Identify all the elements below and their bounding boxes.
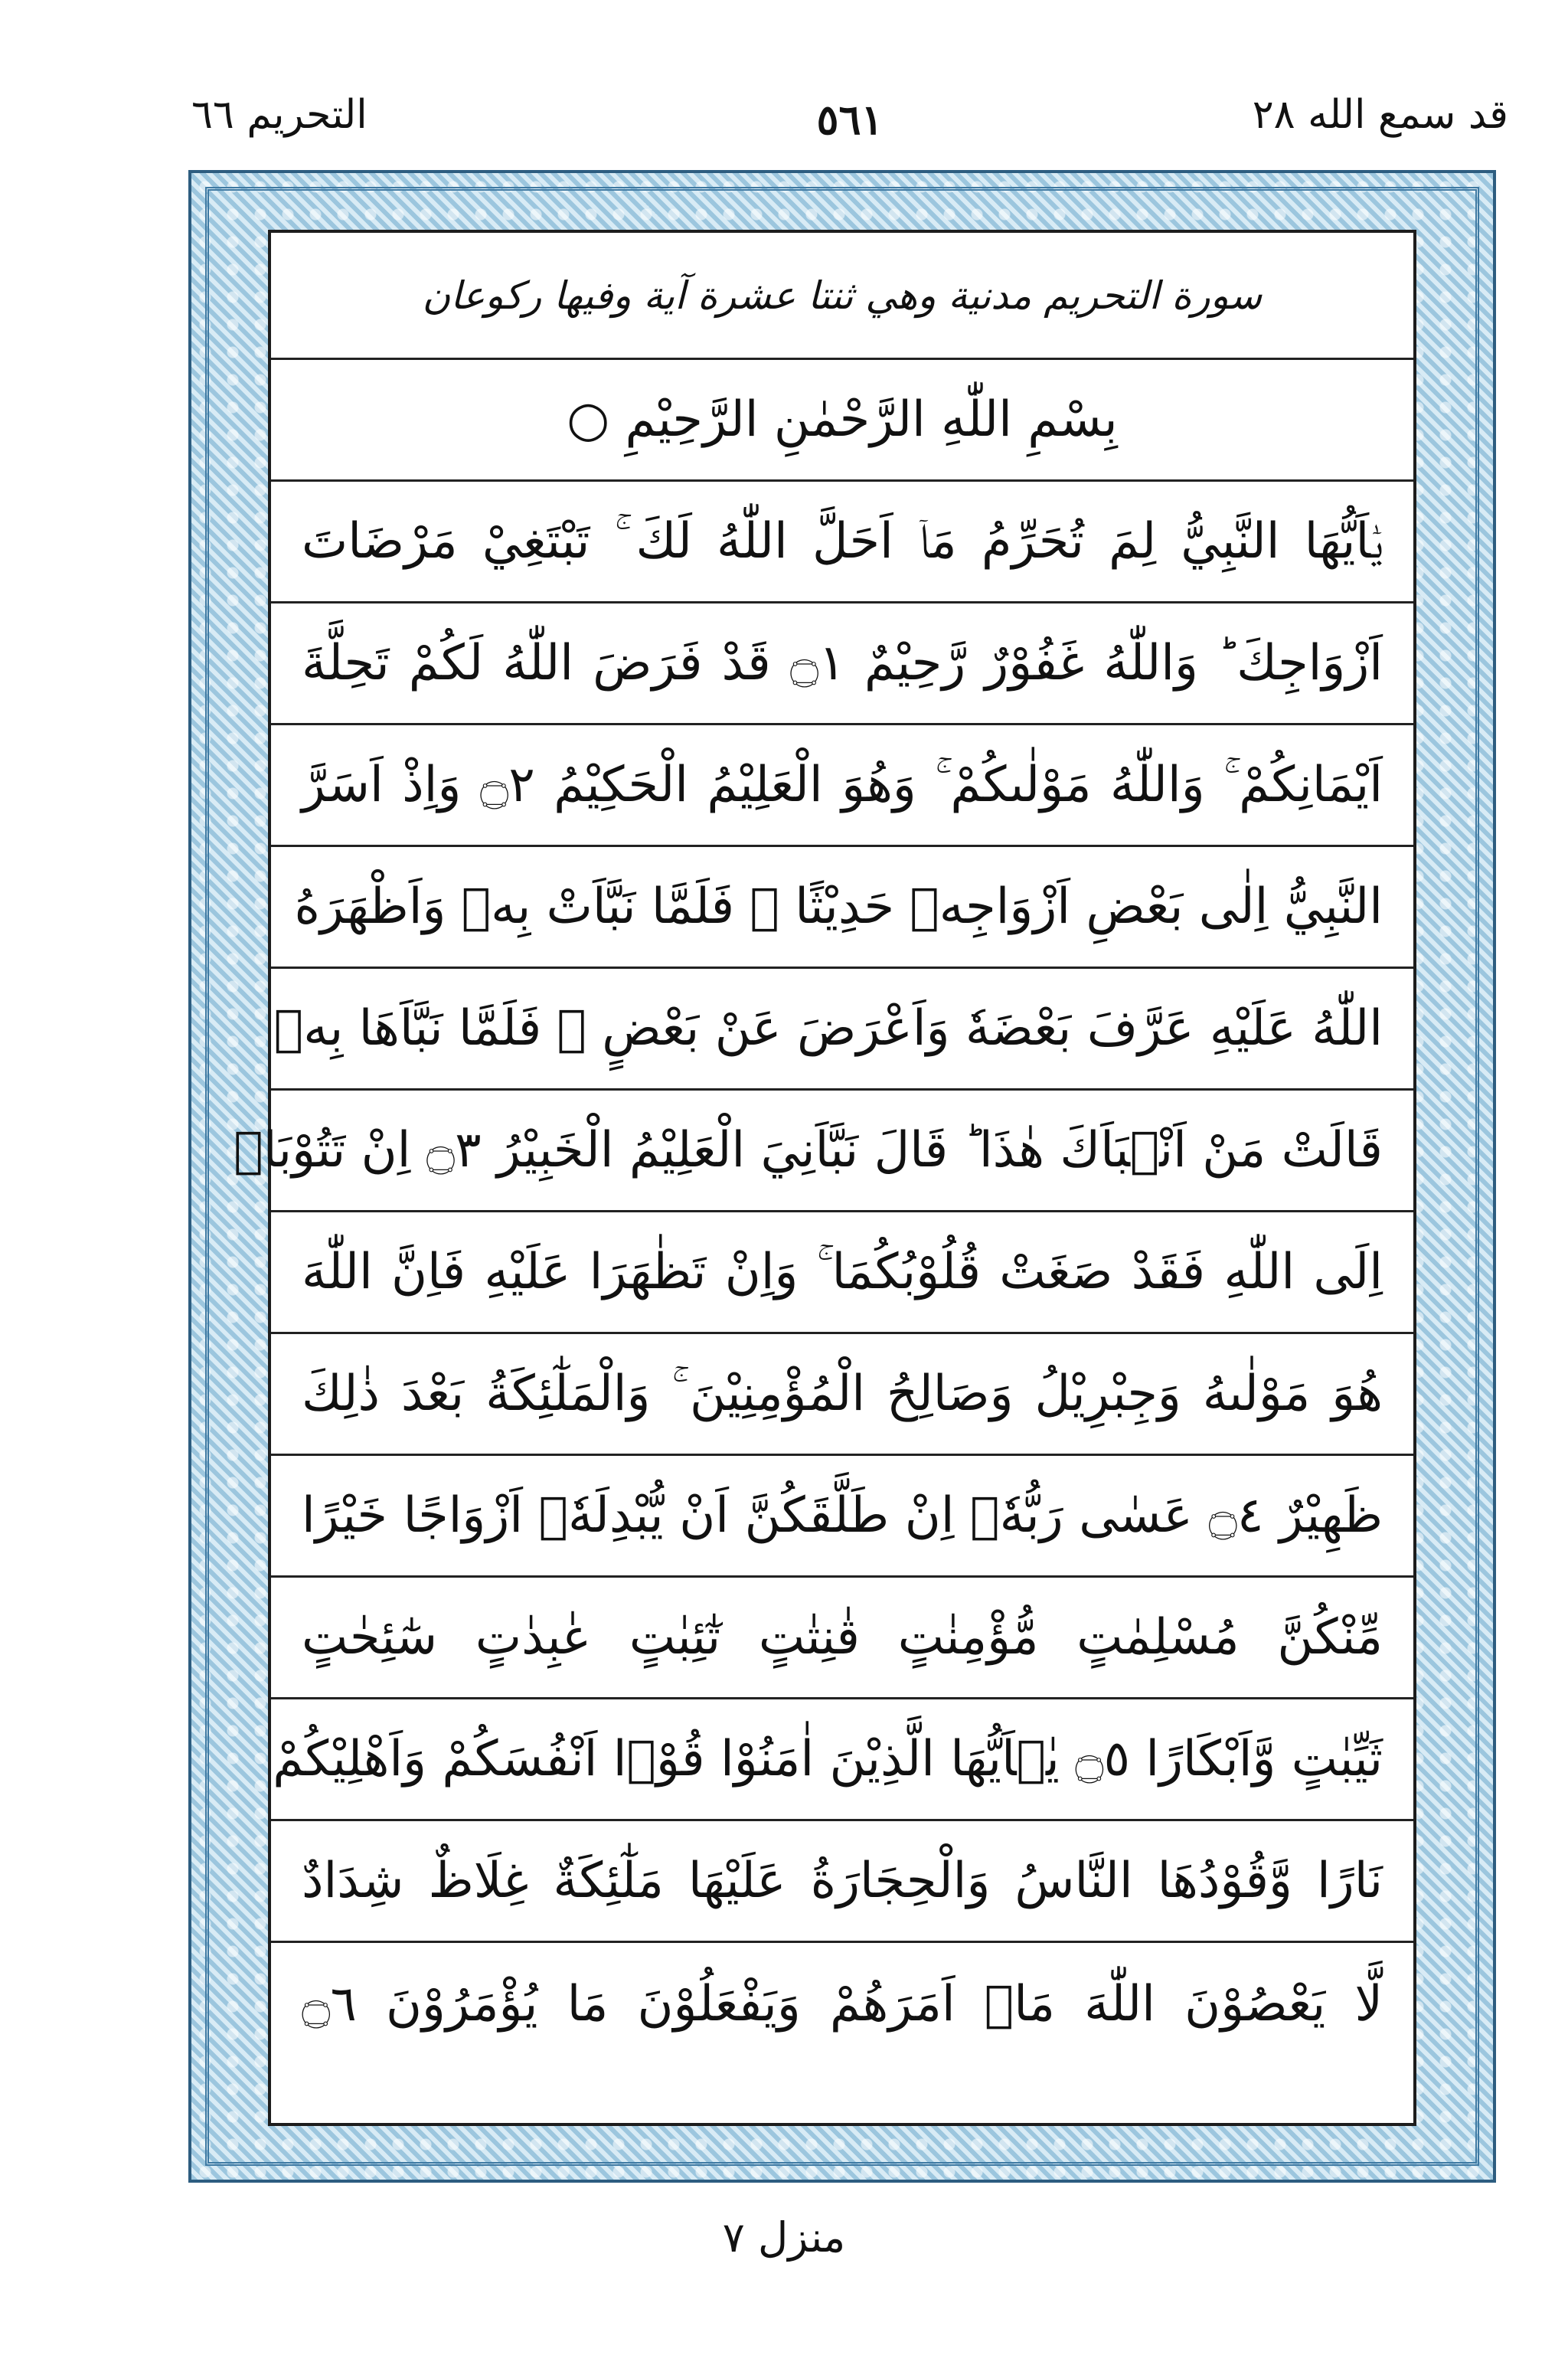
verse-line-text: قَالَتْ مَنْ اَنْۢبَاَكَ هٰذَا ؕ قَالَ نَبَّاَنِيَ الْعَلِيْمُ الْخَبِيْرُ ۝٣ اِنْ تَتُوْبَاۤ [234, 1122, 1383, 1179]
verse-line [271, 725, 1413, 847]
verse-line-text: نَارًا وَّقُوْدُهَا النَّاسُ وَالْحِجَارَةُ عَلَيْهَا مَلٰٓئِكَةٌ غِلَاظٌ شِدَادٌ [302, 1853, 1383, 1909]
juz-label: قد سمع الله ٢٨ [1252, 92, 1508, 138]
text-panel [234, 230, 1416, 2126]
surah-title-banner [271, 233, 1413, 360]
verse-line [271, 603, 1413, 725]
verse-line [271, 1943, 1413, 2065]
page-header [191, 92, 1508, 161]
verse-line-text: اَزْوَاجِكَ ؕ وَاللّٰهُ غَفُوْرٌ رَّحِيْمٌ ۝١ قَدْ فَرَضَ اللّٰهُ لَكُمْ تَحِلَّةَ [302, 635, 1383, 692]
verse-line [271, 1212, 1413, 1334]
verse-line-text: يٰۤاَيُّهَا النَّبِيُّ لِمَ تُحَرِّمُ مَاۤ اَحَلَّ اللّٰهُ لَكَ ۚ تَبْتَغِيْ مَرْضَاتَ [302, 513, 1383, 570]
verse-line [271, 482, 1413, 603]
verse-line-text: هُوَ مَوْلٰىهُ وَجِبْرِيْلُ وَصَالِحُ الْمُؤْمِنِيْنَ ۚ وَالْمَلٰٓئِكَةُ بَعْدَ ذٰلِكَ [302, 1366, 1383, 1422]
surah-title: سورة التحريم مدنية وهي ثنتا عشرة آية وفيها ركوعان [422, 273, 1263, 318]
verse-line [271, 847, 1413, 969]
verse-line [271, 1699, 1413, 1821]
verse-line-text: اِلَى اللّٰهِ فَقَدْ صَغَتْ قُلُوْبُكُمَا ۚ وَاِنْ تَظٰهَرَا عَلَيْهِ فَاِنَّ اللّٰهَ [302, 1244, 1383, 1300]
verse-line [271, 969, 1413, 1091]
ornamental-border [188, 170, 1496, 2183]
verse-line [271, 1578, 1413, 1699]
manzil-footer: منزل ٧ [722, 2213, 846, 2262]
verse-line [271, 1821, 1413, 1943]
verse-line-text: لَّا يَعْصُوْنَ اللّٰهَ مَاۤ اَمَرَهُمْ وَيَفْعَلُوْنَ مَا يُؤْمَرُوْنَ ۝٦ [302, 1975, 1383, 2033]
verse-line [271, 1456, 1413, 1578]
verse-line-text: اَيْمَانِكُمْ ۚ وَاللّٰهُ مَوْلٰىكُمْ ۚ وَهُوَ الْعَلِيْمُ الْحَكِيْمُ ۝٢ وَاِذْ اَسَرَّ [302, 757, 1383, 813]
verse-line-text: النَّبِيُّ اِلٰى بَعْضِ اَزْوَاجِهٖ حَدِيْثًا ۚ فَلَمَّا نَبَّاَتْ بِهٖ وَاَظْهَرَهُ [294, 878, 1383, 935]
bismillah-text: بِسْمِ اللّٰهِ الرَّحْمٰنِ الرَّحِيْمِ ○ [567, 391, 1118, 448]
verse-line-text: ثَيِّبٰتٍ وَّاَبْكَارًا ۝٥ يٰۤاَيُّهَا الَّذِيْنَ اٰمَنُوْا قُوْۤا اَنْفُسَكُمْ وَاَهْلِيْكُمْ [273, 1731, 1383, 1788]
verse-line [271, 1334, 1413, 1456]
verse-line-text: ظَهِيْرٌ ۝٤ عَسٰى رَبُّهٗۤ اِنْ طَلَّقَكُنَّ اَنْ يُّبْدِلَهٗۤ اَزْوَاجًا خَيْرًا [302, 1487, 1383, 1544]
page-number: ٥٦١ [816, 95, 884, 144]
verse-line-text: اللّٰهُ عَلَيْهِ عَرَّفَ بَعْضَهٗ وَاَعْرَضَ عَنْ بَعْضٍ ۚ فَلَمَّا نَبَّاَهَا بِهٖ [273, 1000, 1383, 1057]
surah-label: التحريم ٦٦ [191, 92, 368, 138]
bismillah-line [271, 360, 1413, 482]
verse-line [234, 1091, 1413, 1212]
verse-line-text: مِّنْكُنَّ مُسْلِمٰتٍ مُّؤْمِنٰتٍ قٰنِتٰتٍ تٰٓئِبٰتٍ عٰبِدٰتٍ سٰٓئِحٰتٍ [302, 1609, 1383, 1666]
